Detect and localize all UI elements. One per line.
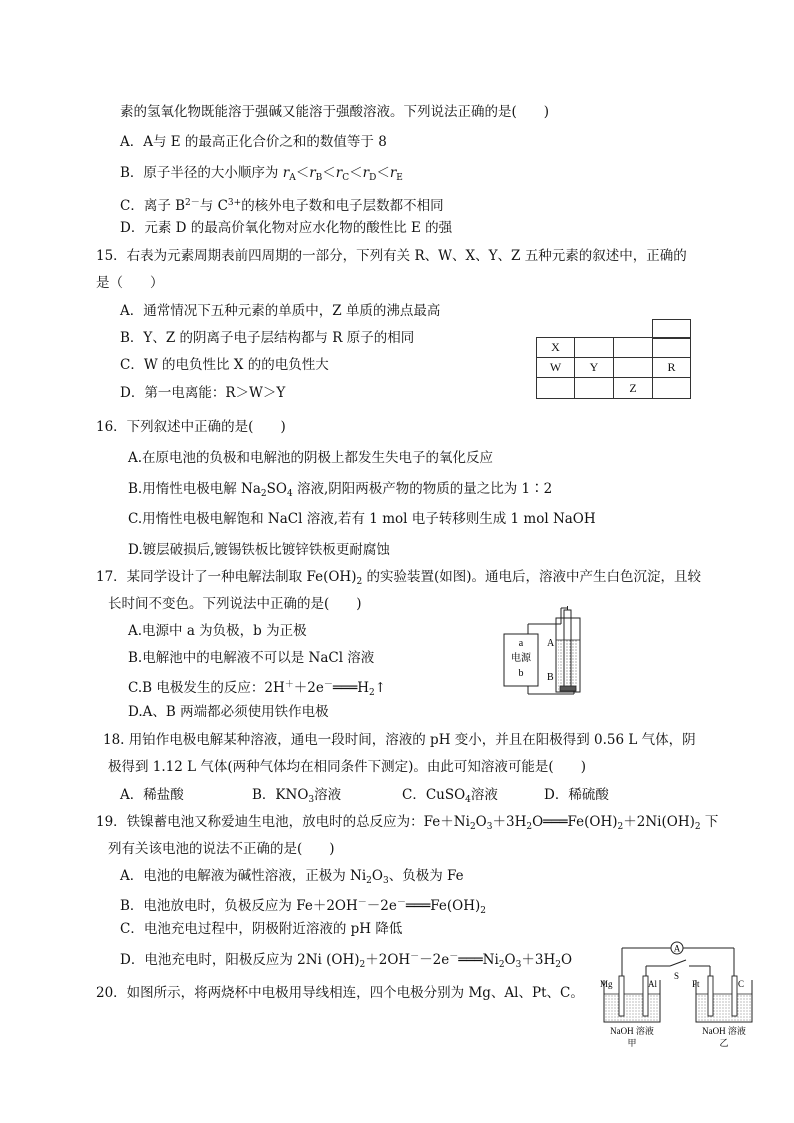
table-cell-empty — [652, 337, 691, 358]
bottom-electrode — [560, 686, 576, 691]
radius-subscript: B — [315, 173, 323, 183]
table-cell-empty — [652, 377, 691, 399]
electrode-al-label: Al — [648, 979, 657, 989]
less-than-sign: ＜ — [322, 165, 336, 181]
radius-symbol: r — [362, 165, 370, 181]
q18-option-d: D．稀硫酸 — [544, 787, 609, 803]
table-cell-r: R — [652, 357, 691, 378]
table-cell-empty — [536, 377, 575, 399]
less-than-sign: ＜ — [376, 165, 390, 181]
q17-option-c: C.B 电极发生的反应：$2H^++2e^-═══H_2↑$ — [128, 680, 387, 698]
table-cell-empty — [613, 357, 653, 378]
q16-option-a: A.在原电池的负极和电解池的阴极上都发生失电子的氧化反应 — [128, 450, 494, 466]
power-terminal-b: b — [518, 668, 524, 679]
al-electrode — [643, 976, 648, 1016]
electrode-label-a: A — [547, 638, 555, 649]
q15-stem-line1: 15．右表为元素周期表前四周期的一部分，下列有关 R、W、X、Y、Z 五种元素的叙述中，正确的 — [96, 248, 687, 264]
q18-option-a: A．稀盐酸 — [120, 787, 184, 803]
table-cell-x: X — [536, 337, 575, 358]
electrode-pt-label: Pt — [692, 979, 700, 989]
q19-stem-line2: 列有关该电池的说法不正确的是( ) — [108, 841, 335, 857]
radius-symbol: r — [335, 165, 343, 181]
table-cell-empty — [613, 337, 653, 358]
radius-symbol: r — [389, 165, 397, 181]
two-beaker-cell-figure — [596, 938, 756, 1048]
radius-subscript: C — [342, 173, 350, 183]
periodic-table-fragment — [536, 319, 691, 399]
q19-option-c: C．电池充电过程中，阴极附近溶液的 pH 降低 — [120, 921, 403, 937]
electrolysis-apparatus-figure — [500, 604, 590, 698]
radius-subscript: E — [396, 173, 403, 183]
electrode-label-b: B — [547, 672, 554, 683]
q16-option-b: B.用惰性电极电解 $Na_2SO_4$ 溶液,阴阳两极产物的物质的量之比为 1∶2 — [128, 481, 553, 499]
q19-option-d: D．电池充电时，阳极反应为 2Ni $(OH)_2+2OH^--2e^-═══Ni_2O_3+3H_2O$ — [120, 952, 573, 970]
q18-stem-line1: 18. 用铂作电极电解某种溶液，通电一段时间，溶液的 pH 变小，并且在阳极得到 0.56 L 气体，阴 — [103, 732, 696, 748]
switch-label: S — [674, 971, 680, 981]
q19-option-a: A．电池的电解液为碱性溶液，正极为 $Ni_2O_3$、负极为 Fe — [120, 868, 464, 886]
electrode-c-label: C — [738, 979, 745, 989]
left-beaker-name: 甲 — [627, 1038, 637, 1048]
q15-option-a: A．通常情况下五种元素的单质中，Z 单质的沸点最高 — [120, 303, 441, 319]
q14-option-c: C．离子 $B^{2-}$与 $C^{3+}$的核外电子数和电子层数都不相同 — [120, 198, 444, 214]
q14-continuation: 素的氢氧化物既能溶于强碱又能溶于强酸溶液。下列说法正确的是( ) — [120, 104, 550, 120]
table-cell-empty-top — [652, 319, 691, 339]
q17-option-b: B.电解池中的电解液不可以是 NaCl 溶液 — [128, 650, 375, 666]
table-cell-empty — [574, 377, 614, 399]
q19-option-b: B．电池放电时，负极反应为 $Fe+2OH^--2e^-═══Fe(OH)_2$ — [120, 898, 487, 916]
q17-stem-line1: 17．某同学设计了一种电解法制取 $Fe(OH)_2$ 的实验装置(如图)。通电后，溶液中产生白色沉淀，且较 — [96, 569, 702, 587]
mg-electrode — [619, 976, 624, 1016]
q17-stem-line2: 长时间不变色。下列说法中正确的是( ) — [108, 596, 362, 612]
q18-option-b: B．$KNO_3$溶液 — [252, 787, 342, 805]
q16-stem: 16．下列叙述中正确的是( ) — [96, 419, 286, 435]
radius-subscript: D — [369, 173, 377, 183]
ammeter-label: A — [673, 943, 681, 954]
q15-option-c: C．W 的电负性比 X 的的电负性大 — [120, 357, 329, 373]
right-solution-label: NaOH 溶液 — [702, 1026, 746, 1036]
radius-symbol: r — [282, 165, 290, 181]
q20-stem: 20．如图所示，将两烧杯中电极用导线相连，四个电极分别为 Mg、Al、Pt、C。 — [96, 985, 584, 1001]
c-electrode — [732, 976, 737, 1016]
q16-option-c: C.用惰性电极电解饱和 NaCl 溶液,若有 1 mol 电子转移则生成 1 mol NaOH — [128, 511, 596, 527]
q15-option-b: B．Y、Z 的阴离子电子层结构都与 R 原子的相同 — [120, 330, 415, 346]
less-than-sign: ＜ — [349, 165, 363, 181]
q14-radius-sequence — [283, 165, 403, 181]
table-cell-y: Y — [574, 357, 614, 378]
right-beaker-name: 乙 — [719, 1038, 729, 1048]
less-than-sign: ＜ — [295, 165, 310, 181]
table-cell-z: Z — [613, 377, 653, 399]
table-cell-w: W — [536, 357, 575, 378]
radius-subscript: A — [289, 173, 296, 183]
left-solution-label: NaOH 溶液 — [610, 1026, 654, 1036]
q18-option-c: C．CuSO$_4$溶液 — [402, 787, 498, 805]
power-supply-label: 电源 — [511, 653, 531, 664]
table-cell-empty — [574, 337, 614, 358]
q16-option-d: D.镀层破损后,镀锡铁板比镀锌铁板更耐腐蚀 — [128, 542, 390, 558]
switch-icon — [670, 960, 686, 966]
q17-option-d: D.A、B 两端都必须使用铁作电极 — [128, 704, 329, 720]
q14-option-a: A．A与 E 的最高正化合价之和的数值等于 8 — [120, 134, 387, 150]
q14-option-b: B．原子半径的大小顺序为 $r_A<r_B<r_C<r_D<r_E$ — [120, 165, 403, 183]
q15-stem-line2: 是（ ） — [96, 275, 164, 291]
power-terminal-a: a — [518, 638, 524, 649]
q15-option-d: D．第一电离能：R＞W＞Y — [120, 385, 286, 401]
radius-symbol: r — [309, 165, 316, 181]
q14-option-d: D．元素 D 的最高价氧化物对应水化物的酸性比 E 的强 — [120, 220, 453, 236]
pt-electrode — [708, 976, 713, 1016]
electrode-mg-label: Mg — [600, 979, 613, 989]
q17-option-a: A.电源中 a 为负极，b 为正极 — [128, 623, 307, 639]
q19-stem-line1: 19．铁镍蓄电池又称爱迪生电池，放电时的总反应为：$Fe+Ni_2O_3+3H_2O═══Fe(OH)_2+2Ni(OH)_2$ 下 — [96, 814, 719, 832]
q18-stem-line2: 极得到 1.12 L 气体(两种气体均在相同条件下测定)。由此可知溶液可能是( ) — [108, 759, 586, 775]
